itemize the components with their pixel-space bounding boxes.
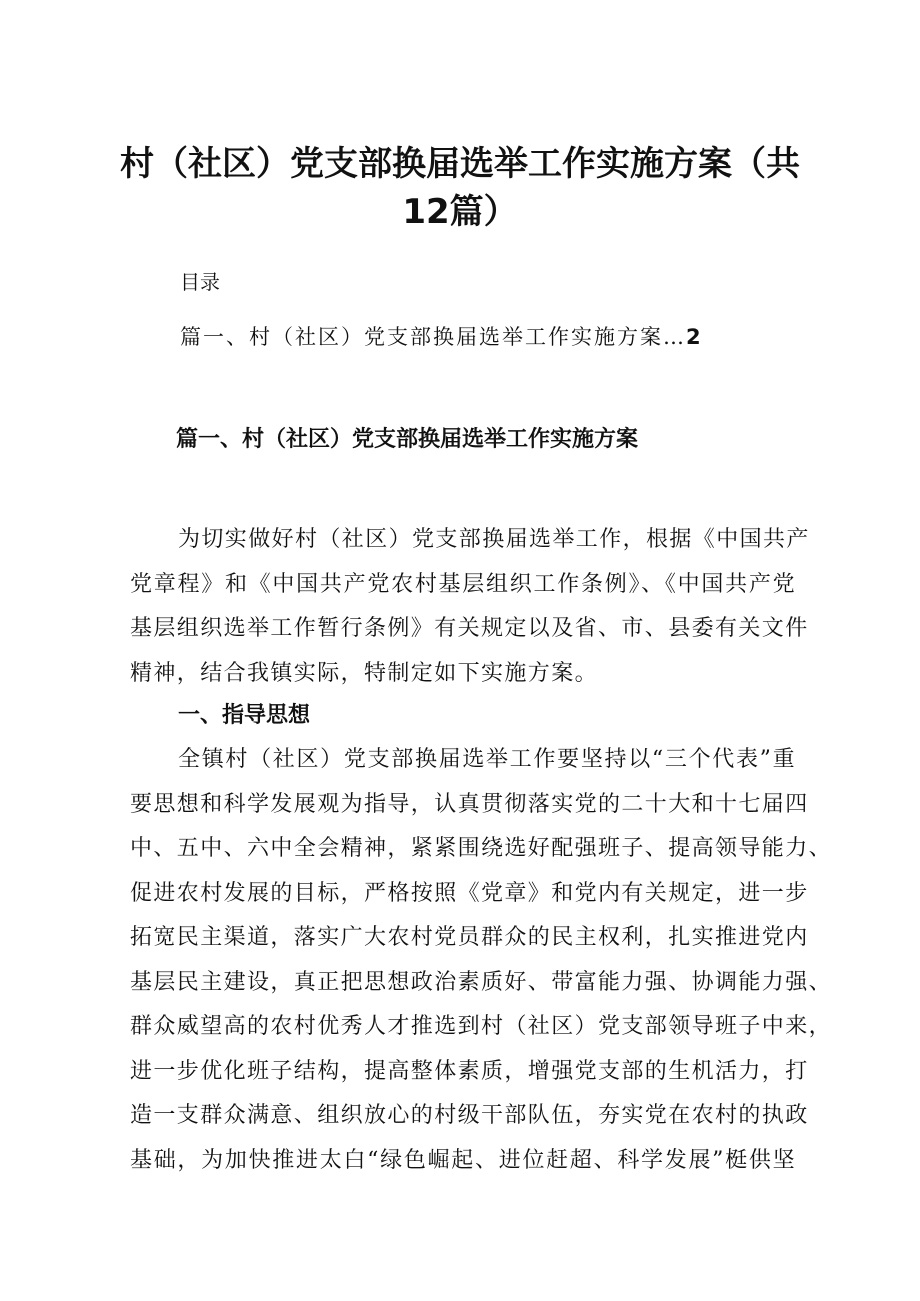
paragraph-line: 进一步优化班子结构，提高整体素质，增强党支部的生机活力，打 — [130, 1058, 809, 1084]
intro-line: 党章程》和《中国共产党农村基层组织工作条例》、《中国共产党 — [130, 571, 796, 597]
toc-entry-label: 篇一、村（社区）党支部换届选举工作实施方案… — [180, 325, 686, 349]
document-title — [120, 140, 800, 236]
paragraph-line: 全镇村（社区）党支部换届选举工作要坚持以“三个代表”重 — [178, 747, 796, 772]
paragraph-line: 中、五中、六中全会精神，紧紧围绕选好配强班子、提高领导能力、 — [130, 836, 833, 861]
paragraph-line: 促进农村发展的目标，严格按照《党章》和党内有关规定，进一步 — [130, 880, 809, 906]
intro-line: 为切实做好村（社区）党支部换届选举工作，根据《中国共产 — [178, 527, 810, 552]
intro-paragraph — [130, 518, 810, 696]
title-line-1: 村（社区）党支部换届选举工作实施方案（共 — [120, 144, 800, 184]
paragraph-line: 群众威望高的农村优秀人才推选到村（社区）党支部领导班子中来， — [130, 1014, 833, 1039]
paragraph-guiding-ideology — [130, 738, 833, 1183]
toc-entry-page: 2 — [686, 325, 703, 349]
paragraph-line: 基层民主建设，真正把思想政治素质好、带富能力强、协调能力强、 — [130, 969, 833, 995]
title-line-2: 12篇） — [402, 192, 518, 232]
heading-guiding-ideology: 一、指导思想 — [178, 703, 311, 728]
toc-entry[interactable] — [180, 322, 703, 352]
paragraph-line: 造一支群众满意、组织放心的村级干部队伍，夯实党在农村的执政 — [130, 1103, 809, 1128]
paragraph-line: 要思想和科学发展观为指导，认真贯彻落实党的二十大和十七届四 — [130, 791, 809, 817]
intro-line: 精神，结合我镇实际，特制定如下实施方案。 — [130, 660, 599, 686]
intro-line: 基层组织选举工作暂行条例》有关规定以及省、市、县委有关文件 — [130, 616, 809, 641]
paragraph-line: 拓宽民主渠道，落实广大农村党员群众的民主权利，扎实推进党内 — [130, 925, 809, 950]
section-title: 篇一、村（社区）党支部换届选举工作实施方案 — [176, 427, 639, 452]
toc-heading: 目录 — [180, 270, 220, 294]
paragraph-line: 基础，为加快推进太白“绿色崛起、进位赶超、科学发展”梃供坚 — [130, 1147, 796, 1173]
